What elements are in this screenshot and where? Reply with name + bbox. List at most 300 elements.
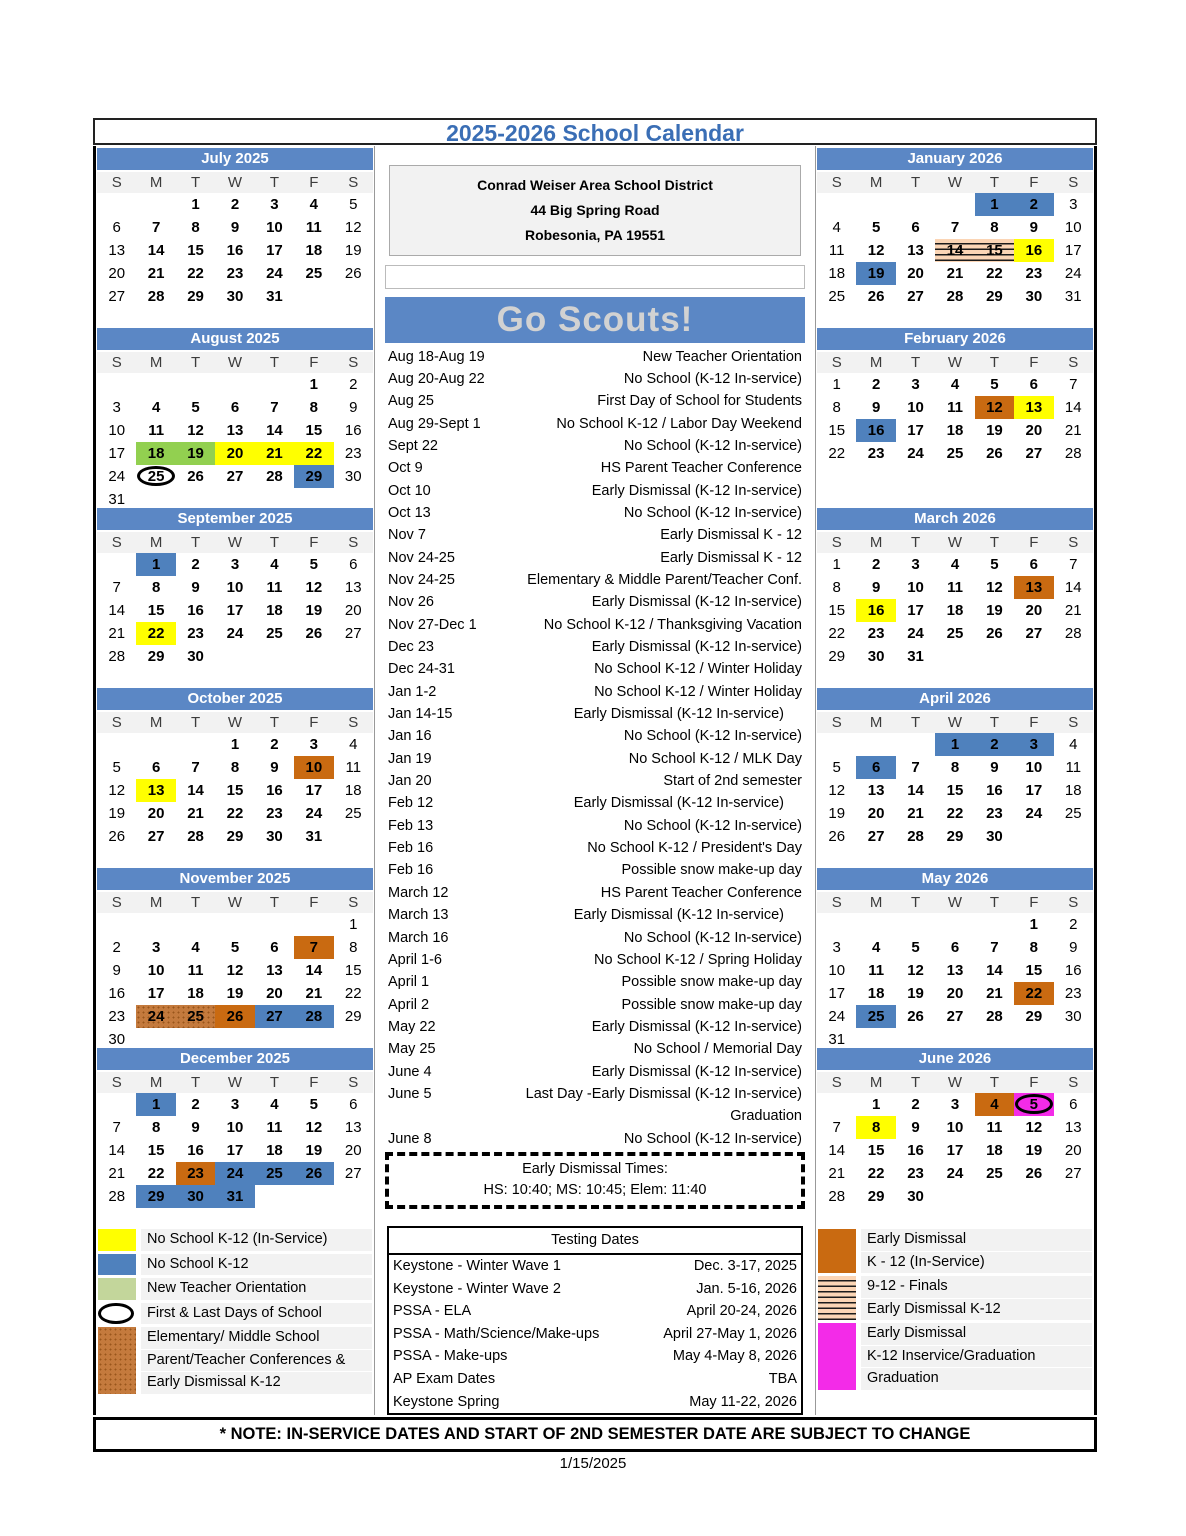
- day-cell: 12: [305, 1119, 323, 1136]
- day-of-week-label: M: [149, 894, 163, 911]
- day-cell: 28: [828, 1188, 846, 1205]
- event-row: [385, 815, 805, 837]
- day-cell: 1: [309, 376, 319, 393]
- event-row: [385, 994, 805, 1016]
- day-cell: 15: [305, 422, 323, 439]
- day-cell: 5: [112, 759, 121, 776]
- day-cell: 15: [828, 602, 846, 619]
- day-cell: 29: [828, 648, 846, 665]
- month-march-2026: [816, 506, 1094, 686]
- legend-swatch-yellow-icon: [98, 1229, 136, 1251]
- day-cell: 26: [986, 445, 1003, 462]
- event-date: Oct 13: [388, 504, 431, 521]
- day-of-week-label: T: [190, 174, 201, 191]
- day-cell: 28: [1064, 625, 1082, 642]
- event-date: Jan 1-2: [388, 683, 437, 700]
- day-of-week-label: T: [989, 894, 999, 911]
- month-title: April 2026: [817, 688, 1093, 710]
- event-row: [385, 569, 805, 591]
- day-cell: 11: [266, 1119, 283, 1136]
- day-cell: 27: [1025, 625, 1043, 642]
- event-description: No School K-12 / Labor Day Weekend: [556, 415, 802, 432]
- day-cell: 4: [309, 196, 319, 213]
- day-of-week-label: S: [1068, 534, 1079, 551]
- day-of-week-row: [817, 1072, 1093, 1093]
- day-cell: 20: [867, 805, 885, 822]
- day-cell: 5: [309, 556, 319, 573]
- empty-day-cell: [136, 193, 175, 216]
- day-cell: 16: [1064, 962, 1082, 979]
- legend-label-line: Elementary/ Middle School: [141, 1327, 372, 1349]
- day-cell: 23: [226, 265, 244, 282]
- event-row: [385, 725, 805, 747]
- day-cell: 19: [176, 442, 215, 465]
- day-cell: 13: [907, 242, 924, 259]
- day-cell: 31: [305, 828, 323, 845]
- day-cell: 29: [187, 288, 204, 305]
- day-cell: 5: [871, 219, 881, 236]
- event-date: April 2: [388, 996, 430, 1013]
- month-grid: [817, 733, 1093, 848]
- event-date: Feb 16: [388, 840, 434, 857]
- event-date: March 13: [388, 907, 449, 924]
- day-of-week-label: T: [910, 714, 921, 731]
- empty-day-cell: [896, 913, 935, 936]
- empty-day-cell: [176, 373, 215, 396]
- day-cell: 5: [832, 759, 841, 776]
- empty-day-cell: [176, 913, 215, 936]
- day-of-week-label: F: [309, 894, 319, 911]
- month-grid: [817, 373, 1093, 465]
- day-cell: 29: [867, 1188, 885, 1205]
- day-cell: 20: [344, 602, 362, 619]
- day-cell: 15: [147, 1142, 165, 1159]
- empty-day-cell: [97, 913, 136, 936]
- month-february-2026: [816, 326, 1094, 506]
- day-cell: 6: [1029, 376, 1039, 393]
- event-date: Nov 24-25: [388, 572, 455, 588]
- day-of-week-label: W: [947, 894, 963, 911]
- day-cell: 15: [867, 1142, 885, 1159]
- event-date: Feb 13: [388, 817, 434, 834]
- month-title: July 2025: [97, 148, 373, 170]
- day-cell: 10: [907, 579, 924, 596]
- day-cell: 16: [266, 782, 283, 799]
- day-of-week-row: [97, 532, 373, 553]
- day-cell: 24: [108, 468, 126, 485]
- event-date: Feb 16: [388, 862, 434, 879]
- day-cell: 2: [975, 733, 1014, 756]
- day-cell: 24: [1025, 805, 1043, 822]
- day-cell: 20: [108, 265, 126, 282]
- day-cell: 3: [911, 376, 920, 393]
- day-of-week-label: W: [947, 534, 963, 551]
- day-of-week-label: W: [227, 354, 243, 371]
- day-cell: 3: [911, 556, 920, 573]
- day-cell: 30: [266, 828, 283, 845]
- day-cell: 20: [344, 1142, 362, 1159]
- month-grid: [97, 1093, 373, 1208]
- empty-day-cell: [817, 1093, 856, 1116]
- day-cell: 22: [344, 985, 362, 1002]
- day-of-week-label: T: [989, 534, 999, 551]
- day-cell: 17: [1064, 242, 1082, 259]
- testing-date: TBA: [768, 1370, 797, 1387]
- day-of-week-label: S: [1068, 714, 1079, 731]
- day-cell: 27: [226, 468, 244, 485]
- testing-label: PSSA - Math/Science/Make-ups: [393, 1325, 600, 1342]
- day-cell: 12: [226, 962, 244, 979]
- day-of-week-row: [97, 892, 373, 913]
- event-date: Nov 24-25: [388, 549, 455, 566]
- day-cell: 27: [344, 1165, 362, 1182]
- day-cell: 28: [907, 828, 924, 845]
- event-row: [385, 480, 805, 502]
- legend-label-line: Early Dismissal: [861, 1229, 1092, 1251]
- day-cell: 15: [946, 782, 964, 799]
- day-of-week-label: F: [309, 174, 319, 191]
- event-date: Nov 7: [388, 527, 426, 544]
- day-cell: 19: [226, 985, 244, 1002]
- legend-item: [98, 1254, 372, 1277]
- day-cell: 18: [187, 985, 204, 1002]
- day-of-week-label: F: [1029, 534, 1039, 551]
- day-cell: 17: [828, 985, 846, 1002]
- day-cell: 11: [305, 219, 322, 236]
- legend-label: [861, 1229, 1092, 1274]
- day-cell: 18: [266, 1142, 283, 1159]
- legend-swatch-finals-icon: [818, 1276, 856, 1320]
- day-cell: 29: [136, 1185, 175, 1208]
- event-date: Oct 10: [388, 482, 431, 499]
- event-description: Early Dismissal K - 12: [660, 527, 802, 544]
- day-of-week-label: F: [309, 1074, 319, 1091]
- day-of-week-label: M: [869, 894, 883, 911]
- event-date: Aug 25: [388, 393, 434, 410]
- day-of-week-label: T: [269, 1074, 279, 1091]
- day-cell: 29: [986, 288, 1003, 305]
- day-of-week-label: S: [111, 354, 122, 371]
- empty-day-cell: [935, 193, 974, 216]
- event-row: [385, 949, 805, 971]
- day-cell: 22: [147, 1165, 165, 1182]
- day-cell: 5: [911, 939, 920, 956]
- day-cell: 2: [871, 376, 881, 393]
- event-row: [385, 658, 805, 680]
- day-cell: 18: [344, 782, 362, 799]
- empty-day-cell: [215, 913, 254, 936]
- legend-label: [861, 1323, 1092, 1391]
- event-description: Early Dismissal (K-12 In-service): [591, 482, 802, 499]
- event-date: June 4: [388, 1063, 432, 1080]
- day-cell: 25: [136, 465, 175, 488]
- event-description: Last Day -Early Dismissal (K-12 In-service): [525, 1085, 802, 1102]
- day-of-week-label: W: [227, 534, 243, 551]
- month-title: October 2025: [97, 688, 373, 710]
- day-cell: 26: [305, 625, 323, 642]
- day-cell: 26: [828, 828, 846, 845]
- day-cell: 21: [255, 442, 294, 465]
- day-cell: 29: [344, 1008, 362, 1025]
- event-row: [385, 502, 805, 524]
- day-cell: 9: [191, 1119, 200, 1136]
- event-row: [385, 792, 805, 814]
- day-cell: 24: [828, 1008, 846, 1025]
- day-cell: 1: [832, 376, 841, 393]
- day-cell: 21: [1064, 422, 1082, 439]
- testing-label: Keystone - Winter Wave 2: [393, 1280, 561, 1297]
- day-of-week-label: M: [869, 714, 883, 731]
- empty-day-cell: [817, 733, 856, 756]
- event-date: June 5: [388, 1085, 432, 1102]
- day-cell: 13: [1014, 576, 1053, 599]
- legend-item: [98, 1303, 372, 1326]
- day-cell: 12: [187, 422, 204, 439]
- legend-label: [141, 1327, 372, 1395]
- day-cell: 30: [226, 288, 244, 305]
- day-cell: 27: [344, 625, 362, 642]
- day-cell: 18: [1064, 782, 1082, 799]
- legend-label-line: Early Dismissal K-12: [861, 1299, 1092, 1321]
- day-of-week-label: F: [309, 714, 319, 731]
- day-cell: 1: [1029, 916, 1039, 933]
- day-cell: 16: [187, 1142, 204, 1159]
- district-address2: Robesonia, PA 19551: [524, 227, 666, 244]
- day-of-week-label: W: [947, 174, 963, 191]
- day-cell: 3: [950, 1096, 960, 1113]
- day-cell: 18: [946, 602, 964, 619]
- event-description: Early Dismissal (K-12 In-service): [591, 639, 802, 656]
- day-cell: 18: [986, 1142, 1003, 1159]
- events-list: [385, 346, 805, 1150]
- event-date: Jan 14-15: [388, 706, 453, 723]
- day-cell: 4: [270, 556, 279, 573]
- event-row: [385, 636, 805, 658]
- day-cell: 13: [226, 422, 244, 439]
- day-cell: 3: [1014, 733, 1053, 756]
- legend-label-line: Early Dismissal: [861, 1323, 1092, 1345]
- day-cell: 10: [147, 962, 165, 979]
- day-cell: 26: [1025, 1165, 1043, 1182]
- day-cell: 27: [1064, 1165, 1082, 1182]
- day-of-week-row: [817, 532, 1093, 553]
- day-cell: 11: [148, 422, 165, 439]
- day-cell: 3: [151, 939, 161, 956]
- day-cell: 13: [108, 242, 126, 259]
- day-cell: 6: [112, 219, 121, 236]
- day-cell: 15: [226, 782, 244, 799]
- day-cell: 14: [108, 602, 126, 619]
- event-description: Early Dismissal (K-12 In-service): [591, 594, 802, 611]
- day-cell: 10: [907, 399, 924, 416]
- day-cell: 10: [108, 422, 126, 439]
- day-cell: 24: [907, 625, 924, 642]
- day-of-week-row: [817, 892, 1093, 913]
- event-row: [385, 390, 805, 412]
- month-title: May 2026: [817, 868, 1093, 890]
- testing-date: May 11-22, 2026: [689, 1393, 797, 1410]
- event-row: [385, 859, 805, 881]
- day-cell: 6: [1069, 1096, 1078, 1113]
- day-cell: 30: [1025, 288, 1043, 305]
- day-cell: 6: [950, 939, 960, 956]
- day-cell: 28: [946, 288, 964, 305]
- first-last-day-ring-icon: [1015, 1094, 1052, 1114]
- day-cell: 19: [986, 422, 1003, 439]
- day-cell: 22: [187, 265, 204, 282]
- day-cell: 30: [907, 1188, 924, 1205]
- day-of-week-label: F: [1029, 174, 1039, 191]
- month-july-2025: [96, 146, 374, 326]
- day-of-week-label: T: [910, 354, 921, 371]
- day-cell: 21: [187, 805, 204, 822]
- day-cell: 27: [108, 288, 126, 305]
- oval-ring-icon: [98, 1303, 134, 1325]
- month-grid: [97, 553, 373, 668]
- day-cell: 11: [187, 962, 204, 979]
- event-description: No School (K-12 In-service): [623, 817, 802, 834]
- day-cell: 22: [946, 805, 964, 822]
- event-description: Early Dismissal (K-12 In-service): [573, 795, 784, 812]
- day-cell: 24: [1064, 265, 1082, 282]
- day-cell: 6: [151, 759, 161, 776]
- day-cell: 29: [226, 828, 244, 845]
- month-september-2025: [96, 506, 374, 686]
- day-cell: 2: [191, 1096, 200, 1113]
- month-december-2025: [96, 1046, 374, 1226]
- day-cell: 28: [294, 1005, 333, 1028]
- day-cell: 25: [266, 625, 283, 642]
- day-cell: 7: [1069, 376, 1078, 393]
- event-description: No School (K-12 In-service): [623, 929, 802, 946]
- day-cell: 14: [828, 1142, 846, 1159]
- day-cell: 25: [856, 1005, 895, 1028]
- legend-label-line: K - 12 (In-Service): [861, 1252, 1092, 1274]
- day-cell: 28: [1064, 445, 1082, 462]
- day-cell: 18: [828, 265, 846, 282]
- empty-day-cell: [136, 373, 175, 396]
- blank-box: [385, 265, 805, 289]
- day-cell: 3: [270, 196, 279, 213]
- day-cell: 28: [108, 648, 126, 665]
- empty-day-cell: [294, 913, 333, 936]
- day-cell: 3: [309, 736, 319, 753]
- day-of-week-row: [817, 712, 1093, 733]
- day-of-week-label: S: [111, 534, 122, 551]
- day-of-week-label: S: [831, 174, 842, 191]
- day-of-week-label: F: [309, 354, 319, 371]
- day-cell: 18: [136, 442, 175, 465]
- legend-swatch-conf-icon: [98, 1327, 136, 1394]
- day-of-week-label: T: [190, 714, 201, 731]
- event-row: [385, 1128, 805, 1150]
- event-date: Nov 27-Dec 1: [388, 616, 477, 633]
- day-cell: 9: [990, 759, 999, 776]
- day-cell: 11: [947, 399, 963, 416]
- day-cell: 16: [856, 419, 895, 442]
- day-cell: 5: [990, 376, 999, 393]
- day-cell: 6: [911, 219, 920, 236]
- day-cell: 12: [867, 242, 885, 259]
- day-cell: 7: [151, 219, 161, 236]
- legend-label-line: Parent/Teacher Conferences &: [141, 1350, 372, 1372]
- day-cell: 19: [344, 242, 362, 259]
- day-cell: 24: [266, 265, 283, 282]
- testing-row: [389, 1278, 801, 1301]
- event-description: Possible snow make-up day: [621, 974, 802, 991]
- day-of-week-row: [817, 172, 1093, 193]
- day-cell: 13: [1064, 1119, 1082, 1136]
- event-date: [388, 1105, 510, 1127]
- event-description: No School K-12 / Thanksgiving Vacation: [543, 616, 802, 633]
- calendar-sheet: [93, 118, 1097, 1452]
- day-cell: 8: [230, 759, 240, 776]
- right-month-column: [815, 146, 1097, 1415]
- month-october-2025: [96, 686, 374, 866]
- day-of-week-row: [97, 1072, 373, 1093]
- day-cell: 23: [344, 445, 362, 462]
- day-cell: 10: [226, 579, 244, 596]
- legend-label-line: New Teacher Orientation: [141, 1278, 372, 1300]
- day-cell: 1: [832, 556, 841, 573]
- day-of-week-label: F: [309, 534, 319, 551]
- day-of-week-label: S: [831, 714, 842, 731]
- event-description: Early Dismissal (K-12 In-service): [573, 907, 784, 924]
- event-description: Possible snow make-up day: [621, 862, 802, 879]
- event-description: First Day of School for Students: [597, 393, 802, 410]
- event-date: May 22: [388, 1018, 436, 1035]
- event-row: [385, 927, 805, 949]
- day-cell: 31: [266, 288, 283, 305]
- day-cell: 7: [191, 759, 200, 776]
- day-cell: 12: [828, 782, 846, 799]
- legend-item: [98, 1229, 372, 1252]
- day-of-week-label: M: [149, 1074, 163, 1091]
- month-august-2025: [96, 326, 374, 506]
- day-of-week-label: S: [111, 174, 122, 191]
- day-cell: 21: [305, 985, 323, 1002]
- first-last-day-ring-icon: [137, 466, 174, 486]
- day-cell: 17: [108, 445, 126, 462]
- day-cell: 25: [986, 1165, 1003, 1182]
- day-cell: 12: [305, 579, 323, 596]
- day-cell: 10: [1025, 759, 1043, 776]
- day-of-week-label: T: [190, 354, 201, 371]
- day-cell: 31: [907, 648, 924, 665]
- day-cell: 20: [1064, 1142, 1082, 1159]
- day-cell: 9: [270, 759, 279, 776]
- day-cell: 5: [230, 939, 240, 956]
- day-cell: 24: [305, 805, 323, 822]
- day-cell: 6: [270, 939, 279, 956]
- month-grid: [817, 193, 1093, 308]
- day-of-week-label: S: [831, 1074, 842, 1091]
- event-description: No School K-12 / MLK Day: [628, 750, 802, 767]
- day-cell: 10: [266, 219, 283, 236]
- day-of-week-row: [97, 712, 373, 733]
- empty-day-cell: [255, 373, 294, 396]
- day-cell: 1: [191, 196, 200, 213]
- day-cell: 26: [294, 1162, 333, 1185]
- day-cell: 29: [1025, 1008, 1043, 1025]
- month-title: March 2026: [817, 508, 1093, 530]
- month-grid: [817, 1093, 1093, 1208]
- day-cell: 7: [270, 399, 279, 416]
- event-row: [385, 971, 805, 993]
- testing-date: Jan. 5-16, 2026: [696, 1280, 797, 1297]
- day-cell: 15: [344, 962, 362, 979]
- day-of-week-label: S: [348, 714, 359, 731]
